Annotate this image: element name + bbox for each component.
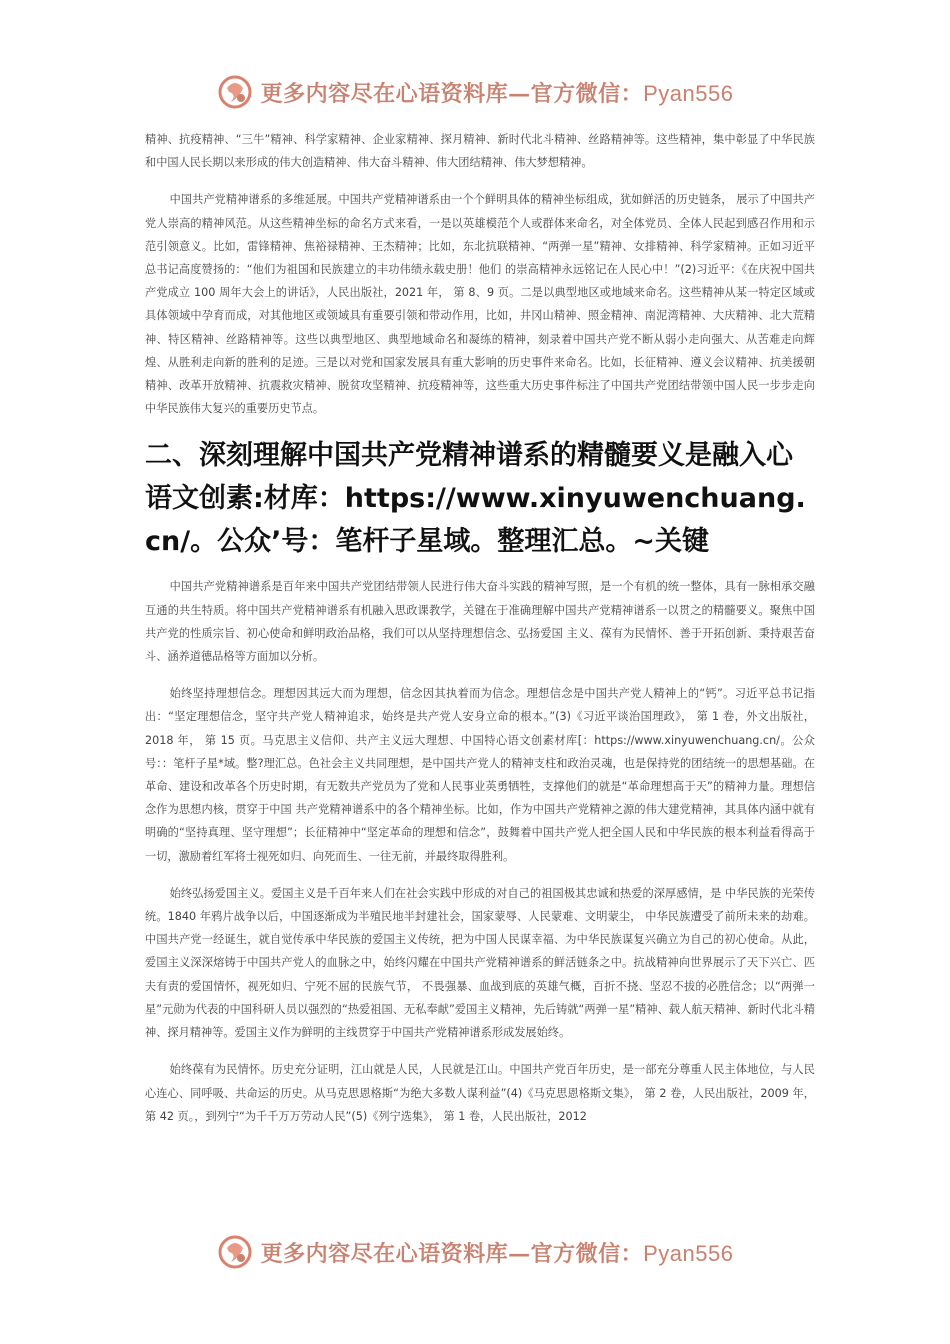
banner-wechat-id: Pyan556 (643, 1240, 734, 1266)
section-heading: 二、深刻理解中国共产党精神谱系的精髓要义是融入心语文创素:材库：https://www.xinyuwenchuang.cn/。公众’号：笔杆子星域。整理汇总。~关键 (145, 440, 806, 558)
paragraph: 始终坚持理想信念。理想因其远大而为理想，信念因其执着而为信念。理想信念是中国共产党人精神上的“钙”。习近平总书记指出：“坚定理想信念，坚守共产党人精神追求，始终是共产党人安身立命的根本。”(3)《习近平谈治国理政》， 第 1 卷，外文出版社，2018 年， 第 15 页。马克思主义信仰、共产主义远大理想、中国特心语文创素材库[：https://www.xinyuwenchuang.cn/。公众号：：笔杆子星*域。整?理汇总。色社会主义共同理想，是中国共产党人的精神支柱和政治灵魂，也是保持党的团结统一的思想基础。在革命、建设和改革各个历史时期，有无数共产党员为了党和人民事业英勇牺牲，支撑他们的就是“革命理想高于天”的精神力量。理想信念作为思想内核，贯穿于中国 共产党精神谱系中的各个精神坐标。比如，作为中国共产党精神之源的伟大建党精神，其具体内涵中就有明确的“坚持真理、坚守理想”；长征精神中“坚定革命的理想和信念”，鼓舞着中国共产党人把全国人民和中华民族的根本利益看得高于一切，激励着红军将士视死如归、向死而生、一往无前，并最终取得胜利。 (145, 687, 815, 863)
banner-title: 更多内容尽在心语资料库—官方微信： (260, 1240, 644, 1267)
banner-text (261, 1237, 734, 1268)
bottom-banner (0, 1230, 950, 1274)
paragraph: 中国共产党精神谱系的多维延展。中国共产党精神谱系由一个个鲜明具体的精神坐标组成，犹如鲜活的历史链条， 展示了中国共产党人崇高的精神风范。从这些精神坐标的命名方式来看，一是以英雄模范个人或群体来命名，对全体党员、全体人民起到感召作用和示范引领意义。比如，雷锋精神、焦裕禄精神、王杰精神；比如，东北抗联精神、“两弹一星”精神、女排精神、科学家精神。正如习近平总书记高度赞扬的：“他们为祖国和民族建立的丰功伟绩永载史册！他们 的崇高精神永远铭记在人民心中！”(2)习近平：《在庆祝中国共产党成立 100 周年大会上的讲话》，人民出版社，2021 年， 第 8、9 页。二是以典型地区或地域来命名。这些精神从某一特定区域或具体领域中孕育而成，对其他地区或领域具有重要引领和带动作用，比如，井冈山精神、照金精神、南泥湾精神、大庆精神、北大荒精神、特区精神、丝路精神等。这些以典型地区、典型地域命名和凝练的精神，刻录着中国共产党不断从弱小走向强大、从苦难走向辉煌、从胜利走向新的胜利的足迹。三是以对党和国家发展具有重大影响的历史事件来命名。比如，长征精神、遵义会议精神、抗美援朝精神、改革开放精神、抗震救灾精神、脱贫攻坚精神、抗疫精神等，这些重大历史事件标注了中国共产党团结带领中国人民一步步走向中华民族伟大复兴的重要历史节点。 (145, 193, 815, 416)
document-body (145, 128, 815, 1142)
logo-icon (217, 74, 253, 110)
paragraph: 始终弘扬爱国主义。爱国主义是千百年来人们在社会实践中形成的对自己的祖国极其忠诚和热爱的深厚感情，是 中华民族的光荣传统。1840 年鸦片战争以后，中国逐渐成为半殖民地半封建社会，国家蒙辱、人民蒙难、文明蒙尘， 中华民族遭受了前所未来的劫难。中国共产党一经诞生，就自觉传承中华民族的爱国主义传统，把为中国人民谋幸福、为中华民族谋复兴确立为自己的初心使命。从此，爱国主义深深熔铸于中国共产党人的血脉之中，始终闪耀在中国共产党精神谱系的鲜活链条之中。抗战精神向世界展示了天下兴亡、匹夫有责的爱国情怀，视死如归、宁死不屈的民族气节， 不畏强暴、血战到底的英雄气概，百折不挠、坚忍不拔的必胜信念；以“两弹一星”元勋为代表的中国科研人员以强烈的“热爱祖国、无私奉献”爱国主义精神，先后铸就“两弹一星”精神、载人航天精神、新时代北斗精神、探月精神等。爱国主义作为鲜明的主线贯穿于中国共产党精神谱系形成发展始终。 (145, 886, 815, 1040)
paragraph: 始终葆有为民情怀。历史充分证明，江山就是人民，人民就是江山。中国共产党百年历史，是一部充分尊重人民主体地位，与人民心连心、同呼吸、共命运的历史。从马克思恩格斯“为绝大多数人谋利益”(4)《马克思恩格斯文集》， 第 2 卷，人民出版社，2009 年， 第 42 页。，到列宁“为千千万万劳动人民”(5)《列宁选集》， 第 1 卷，人民出版社，2012 (145, 1063, 815, 1123)
paragraph: 精神、抗疫精神、“三牛”精神、科学家精神、企业家精神、探月精神、新时代北斗精神、丝路精神等。这些精神，集中彰显了中华民族和中国人民长期以来形成的伟大创造精神、伟大奋斗精神、伟大团结精神、伟大梦想精神。 (145, 133, 815, 170)
banner-title: 更多内容尽在心语资料库—官方微信： (260, 80, 644, 107)
banner-text (261, 77, 734, 108)
logo-icon (217, 1234, 253, 1270)
top-banner (0, 70, 950, 114)
banner-wechat-id: Pyan556 (643, 80, 734, 106)
paragraph: 中国共产党精神谱系是百年来中国共产党团结带领人民进行伟大奋斗实践的精神写照，是一个有机的统一整体，具有一脉相承交融互通的共生特质。将中国共产党精神谱系有机融入思政课教学，关键在于准确理解中国共产党精神谱系一以贯之的精髓要义。聚焦中国共产党的性质宗旨、初心使命和鲜明政治品格，我们可以从坚持理想信念、弘扬爱国 主义、葆有为民情怀、善于开拓创新、秉持艰苦奋斗、涵养道德品格等方面加以分析。 (145, 580, 815, 664)
